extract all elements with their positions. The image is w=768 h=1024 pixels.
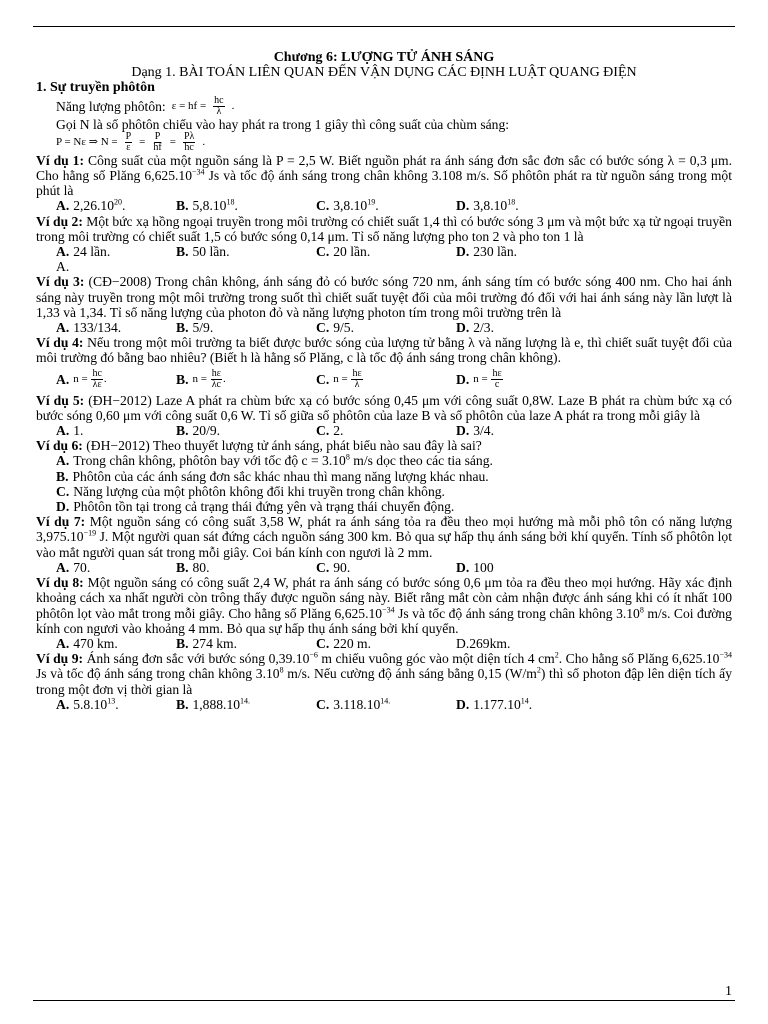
option-c: C. 9/5.	[316, 320, 354, 336]
option-b: B. 5/9.	[176, 320, 214, 336]
option-d: D.269km.	[456, 635, 511, 651]
question-4-options	[36, 369, 732, 390]
question-label: Ví dụ 5:	[36, 392, 85, 408]
question-6: Ví dụ 6: (ĐH−2012) Theo thuyết lượng tử ánh sáng, phát biểu nào sau đây là sai?	[36, 438, 482, 454]
question-label: Ví dụ 8:	[36, 575, 84, 591]
option-b: B. 80.	[176, 559, 210, 575]
option-b: B. 274 km.	[176, 635, 238, 651]
option-d: D. 2/3.	[456, 320, 494, 336]
question-2-trailing: A.	[56, 259, 70, 275]
option-c: C. n = $\frac{h\varepsilon}{\lambda}$	[316, 367, 362, 390]
option-d: D. 230 lần.	[456, 244, 518, 260]
topic-heading: Dạng 1. BÀI TOÁN LIÊN QUAN ĐẾN VẬN DỤNG CÁC ĐỊNH LUẬT QUANG ĐIỆN	[131, 65, 637, 81]
option-d: D. 3,8.10$^{18}$.	[456, 197, 519, 214]
question-8: Ví dụ 8: Một nguồn sáng có công suất 2,4 W, phát ra ánh sáng có bước sóng 0,6 μm tỏa ra đều theo mọi hướng. Hãy xác định khoảng cách xa nhất người còn trông thấy được nguồn sáng này. Biết rằng mắt còn cảm nhận được ánh sáng khi có ít nhất 100 phôtôn lọt vào mắt trong mỗi giây. Cho hằng số Plăng $6,625.10^{-34}$ Js và tốc độ ánh sáng trong chân không 3.10$^8$ m/s. Coi đường kính con ngươi vào khoảng 4 mm. Bỏ qua sự hấp thụ ánh sáng bởi khí quyển.	[36, 575, 732, 636]
option-b: B. 20/9.	[176, 423, 221, 439]
option-c: C. 20 lần.	[316, 244, 371, 260]
question-label: Ví dụ 2:	[36, 213, 83, 229]
option-a: A. 5.8.10$^{13}$.	[56, 696, 119, 712]
option-d: D. 3/4.	[456, 423, 494, 439]
power-lhs: P = Nε ⇒ N =	[56, 135, 118, 148]
option-b: B. 5,8.10$^{18}$.	[176, 197, 238, 214]
statement-d: D. Phôtôn tồn tại trong cả trạng thái đứng yên và trạng thái chuyển động.	[56, 499, 455, 515]
question-label: Ví dụ 3:	[36, 274, 85, 290]
option-c: C. $3.118.10^{14.}$	[316, 696, 391, 712]
power-formula: P = Nε ⇒ N = $\frac{P}{\varepsilon}$ = $\frac{P}{hf}$ = $\frac{P\lambda}{hc}$ .	[56, 130, 206, 153]
power-fraction-1: $\frac{P}{\varepsilon}$	[125, 130, 132, 153]
question-2: Ví dụ 2: Một bức xạ hồng ngoại truyền trong môi trường có chiết suất 1,4 thì có bước sóng 3 μm và một bức xạ tử ngoại truyền trong môi trường có chiết suất 1,5 có bước sóng 0,14 μm. Tỉ số năng lượng pho ton 2 và pho ton 1 là	[36, 213, 732, 244]
question-label: Ví dụ 9:	[36, 651, 84, 667]
power-fraction-2: $\frac{P}{hf}$	[153, 130, 162, 153]
statement-c: C. Năng lượng của một phôtôn không đổi khi truyền trong chân không.	[56, 483, 445, 499]
question-3: Ví dụ 3: (CĐ−2008) Trong chân không, ánh sáng đỏ có bước sóng 720 nm, ánh sáng tím có bước sóng 400 nm. Cho hai ánh sáng này truyền trong một môi trường trong suốt thì chiết suất tuyệt đối của môi trường đó đối với hai ánh sáng này lần lượt là 1,33 và 1,34. Tỉ số năng lượng của photon đỏ và năng lượng photon tím trong môi trường trên là	[36, 274, 732, 320]
question-7: Ví dụ 7: Một nguồn sáng có công suất 3,58 W, phát ra ánh sáng tỏa ra đều theo mọi hướng mà mỗi phô tôn có năng lượng $3,975.10^{-19}$ J. Một người quan sát đứng cách nguồn sáng 300 km. Bỏ qua sự hấp thụ ánh sáng bởi khí quyển. Tính số phôtôn lọt vào mắt người quan sát trong mỗi giây. Coi bán kính con ngươi là 2 mm.	[36, 514, 732, 560]
question-label: Ví dụ 7:	[36, 514, 86, 530]
question-2-options	[36, 244, 732, 259]
question-7-options	[36, 560, 732, 575]
option-c: C. 3,8.10$^{19}$.	[316, 197, 379, 214]
question-label: Ví dụ 6:	[36, 438, 83, 454]
photon-energy-formula: Năng lượng phôtôn: ε = hf = $\frac{hc}{\lambda}$ .	[56, 94, 235, 117]
question-9-options	[36, 697, 732, 712]
option-d: D. n = $\frac{h\varepsilon}{c}$	[456, 367, 502, 390]
bottom-rule	[33, 1000, 735, 1001]
option-c: C. 2.	[316, 423, 344, 439]
section-heading: 1. Sự truyền phôtôn	[36, 80, 155, 96]
energy-label: Năng lượng phôtôn:	[56, 98, 166, 114]
option-a: A. 470 km.	[56, 635, 118, 651]
energy-lhs: ε = hf =	[171, 99, 207, 112]
question-5: Ví dụ 5: (ĐH−2012) Laze A phát ra chùm bức xạ có bước sóng 0,45 μm với công suất 0,8W. Laze B phát ra chùm bức xạ có bước sóng 0,60 μm với công suất 0,6 W. Tỉ số giữa số phôtôn của laze B và số phôtôn của laze A phát ra trong mỗi giây là	[36, 392, 732, 423]
option-a: A. n = $\frac{hc}{\lambda\varepsilon}$ .	[56, 367, 107, 390]
option-a: A. 70.	[56, 559, 91, 575]
power-statement: Gọi N là số phôtôn chiếu vào hay phát ra trong 1 giây thì công suất của chùm sáng:	[56, 116, 510, 132]
statement-a: A. Trong chân không, phôtôn bay với tốc độ $c = 3.10^8$ m/s dọc theo các tia sáng.	[56, 452, 493, 469]
option-a: A. 2,26.10$^{20}$.	[56, 197, 126, 214]
option-d: D. 1.177.10$^{14}$.	[456, 696, 533, 712]
option-b: B. $1,888.10^{14.}$	[176, 696, 251, 712]
option-a: A. 1.	[56, 423, 84, 439]
document-body	[36, 50, 732, 712]
question-1-options	[36, 198, 732, 213]
option-d: D. 100	[456, 559, 494, 575]
page-number: 1	[725, 984, 732, 999]
question-3-options	[36, 320, 732, 335]
question-8-options	[36, 636, 732, 651]
question-label: Ví dụ 4:	[36, 335, 84, 351]
option-c: C. 220 m.	[316, 635, 371, 651]
statement-b: B. Phôtôn của các ánh sáng đơn sắc khác nhau thì mang năng lượng khác nhau.	[56, 468, 489, 484]
question-label: Ví dụ 1:	[36, 152, 85, 168]
chapter-title: Chương 6: LƯỢNG TỬ ÁNH SÁNG	[273, 50, 495, 65]
option-b: B. n = $\frac{h\varepsilon}{\lambda c}$ .	[176, 367, 226, 390]
top-rule	[33, 26, 735, 27]
option-c: C. 90.	[316, 559, 351, 575]
option-b: B. 50 lần.	[176, 244, 230, 260]
energy-fraction: $\frac{hc}{\lambda}$	[214, 94, 224, 117]
question-4: Ví dụ 4: Nếu trong một môi trường ta biết được bước sóng của lượng tử bằng λ và năng lượng là e, thì chiết suất tuyệt đối của môi trường đó bằng bao nhiêu? (Biết h là hằng số Plăng, c là tốc độ ánh sáng trong chân không).	[36, 335, 732, 366]
question-5-options	[36, 423, 732, 438]
option-a: A. 24 lần.	[56, 244, 111, 260]
question-1: Ví dụ 1: Công suất của một nguồn sáng là P = 2,5 W. Biết nguồn phát ra ánh sáng đơn sắc đơn sắc có bước sóng λ = 0,3 μm. Cho hằng số Plăng $6,625.10^{-34}$ Js và tốc độ ánh sáng trong chân không 3.108 m/s. Số phôtôn phát ra từ nguồn sáng trong một phút là	[36, 152, 733, 199]
question-9: Ví dụ 9: Ánh sáng đơn sắc với bước sóng $0,39.10^{-6}$ m chiếu vuông góc vào một diện tích 4 $cm^2$. Cho hằng số Plăng $6,625.10^{-34}$ Js và tốc độ ánh sáng trong chân không 3.10$^8$ m/s. Nếu cường độ ánh sáng bằng 0,15 $(W/m^2)$ thì số photon đập lên diện tích ấy trong một đơn vị thời gian là	[36, 650, 733, 697]
power-fraction-3: $\frac{P\lambda}{hc}$	[183, 130, 195, 153]
option-a: A. 133/134.	[56, 320, 122, 336]
